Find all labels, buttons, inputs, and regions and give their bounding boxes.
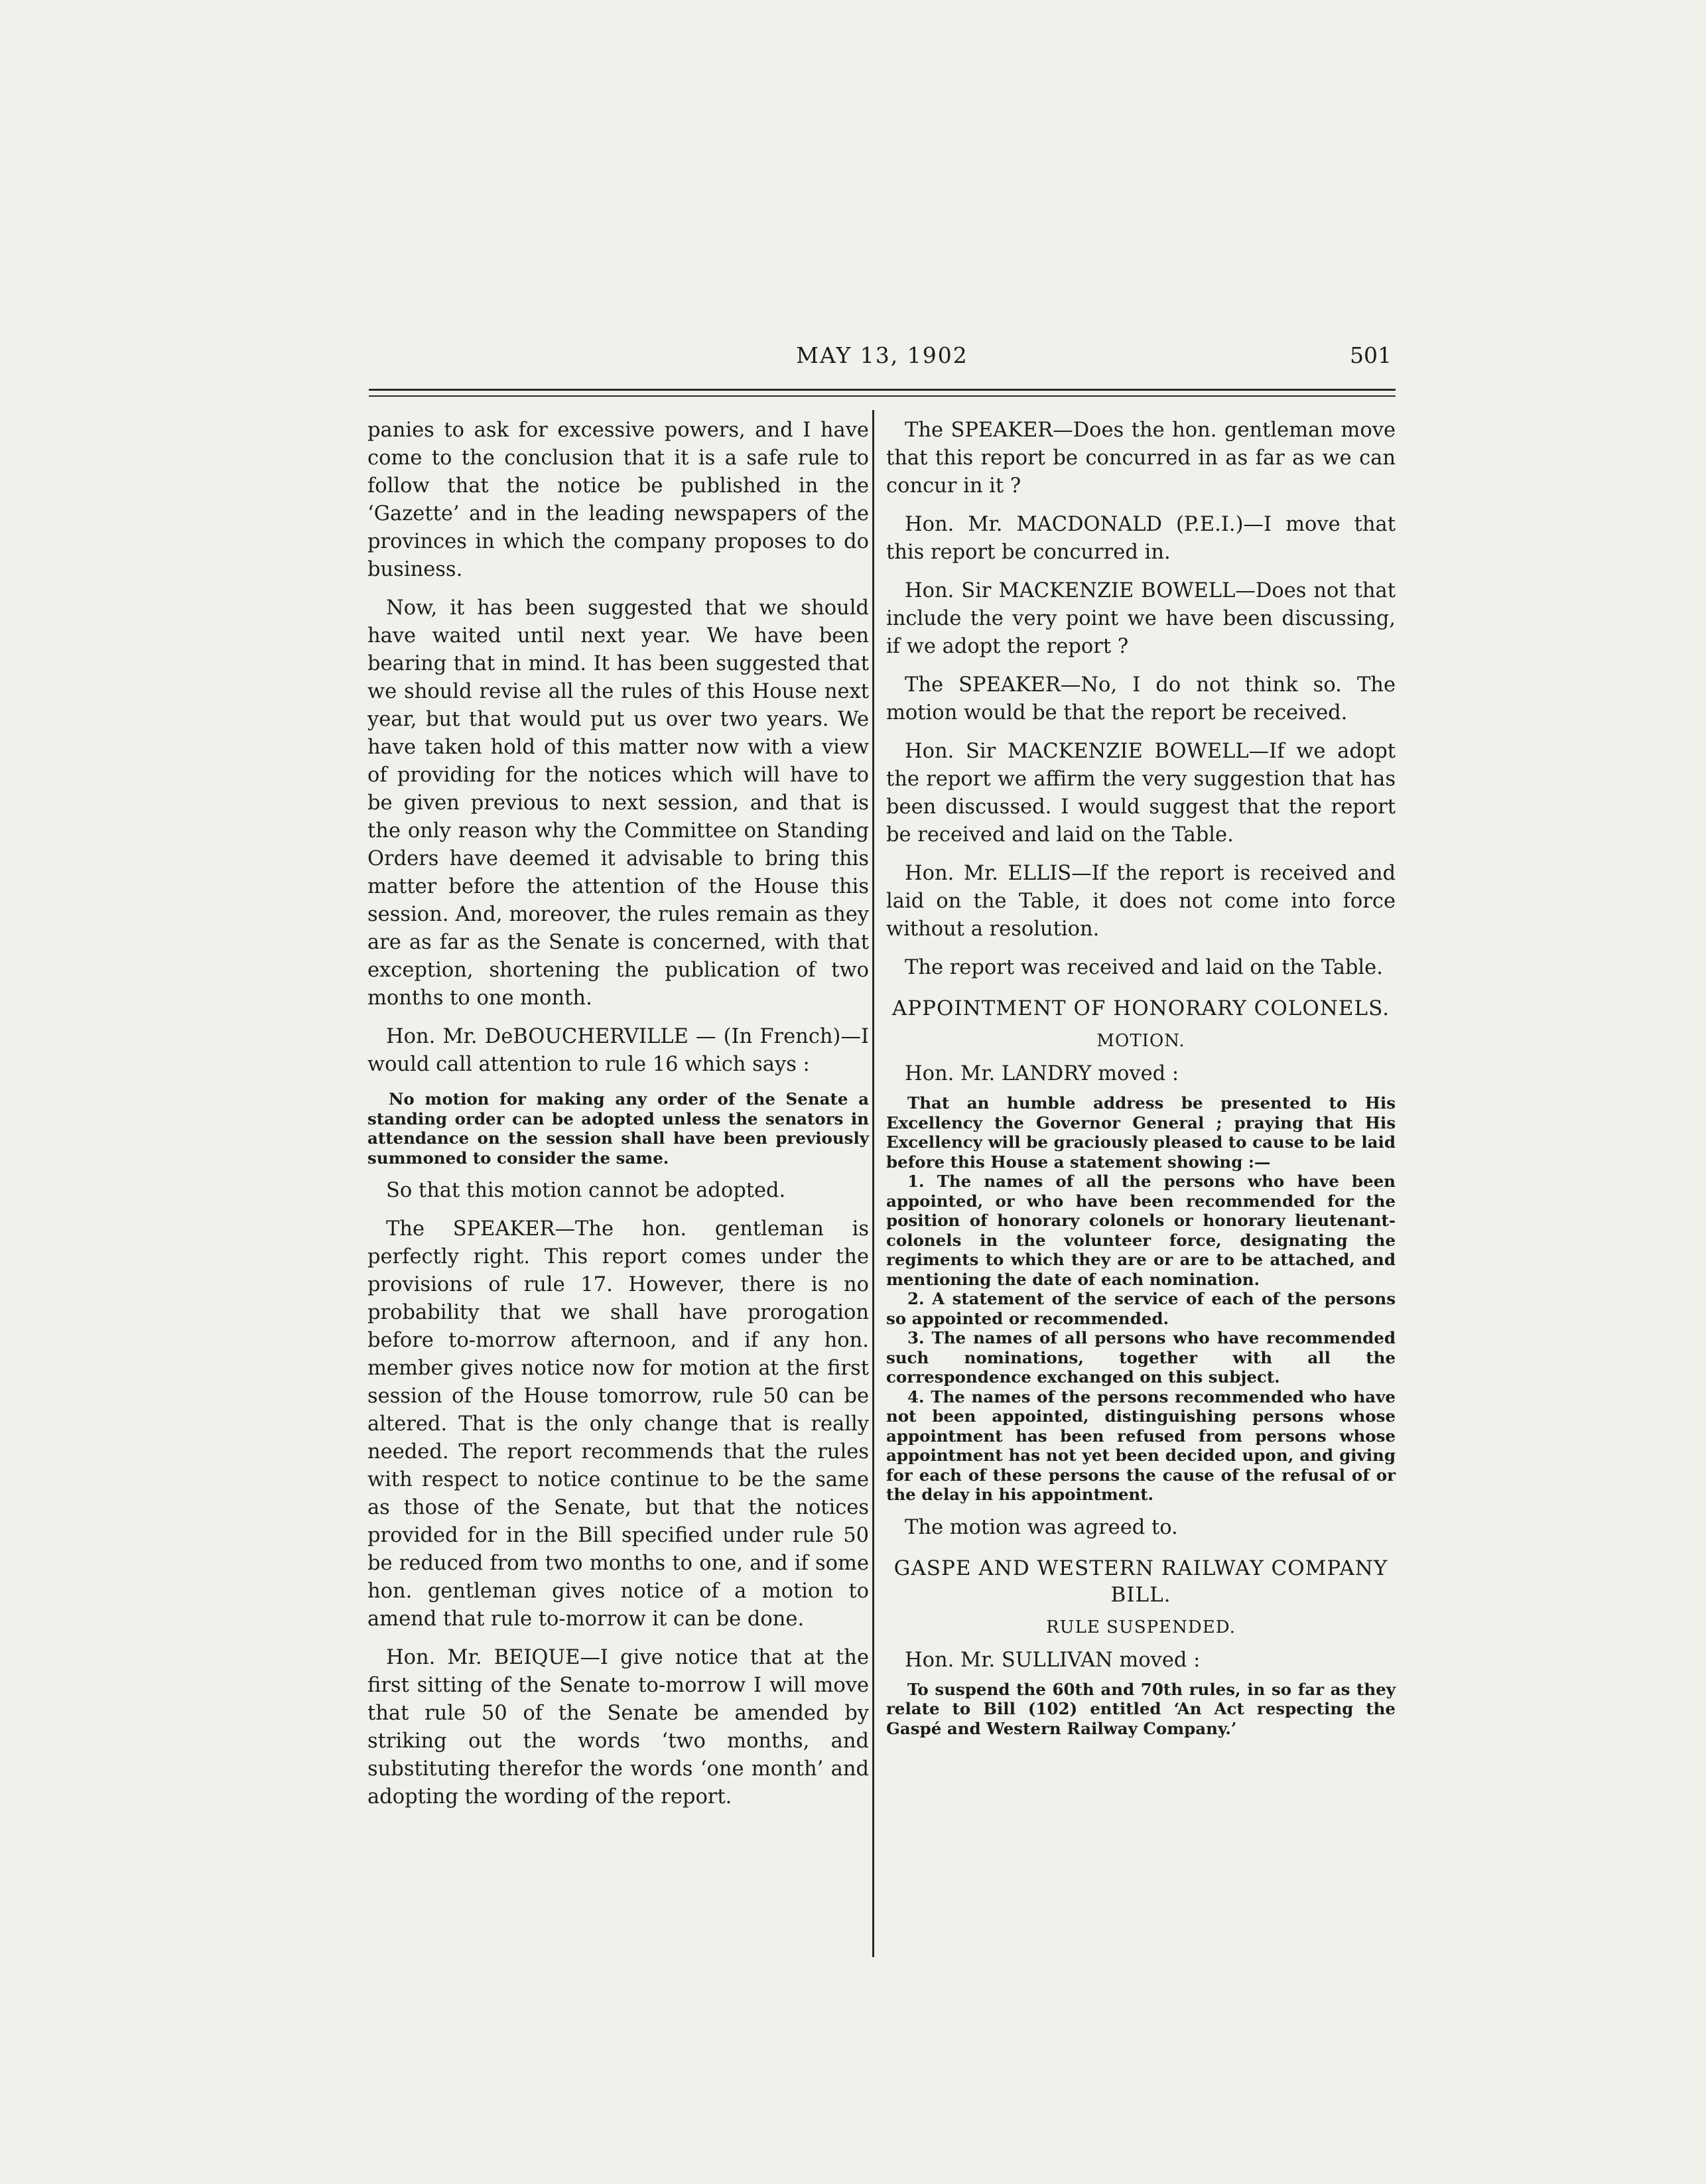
paragraph: Hon. Mr. MACDONALD (P.E.I.)—I move that this report be concurred in. — [886, 513, 1396, 564]
paragraph: The SPEAKER—The hon. gentleman is perfectly right. This report comes under the provisions of rule 17. However, there is no probability that we shall have prorogation before to-morrow afternoon, and if any hon. member gives notice now for motion at the first session of the House tomorrow, rule 50 can be altered. That is the only change that is really needed. The report recommends that the rules with respect to notice continue to be the same as those of the Senate, but that the notices provided for in the Bill specified under rule 50 be reduced from two months to one, and if some hon. gentleman gives notice of a motion to amend that rule to-morrow it can be done. — [367, 1217, 869, 1631]
section-subheading: MOTION. — [1096, 1031, 1185, 1051]
paragraph: The SPEAKER—No, I do not think so. The motion would be that the report be received. — [886, 673, 1396, 724]
section-heading: GASPE AND WESTERN RAILWAY COMPANY BILL. — [893, 1556, 1388, 1607]
motion-item: 2. A statement of the service of each of the persons so appointed or recommended. — [886, 1289, 1396, 1328]
paragraph: Now, it has been suggested that we should have waited until next year. We have been bearing that in mind. It has been suggested that we should revise all the rules of this House next year, but that would put us over two years. We have taken hold of this matter now with a view of providing for the notices which will have to be given previous to next session, and that is the only reason why the Committee on Standing Orders have deemed it advisable to bring this matter before the attention of the House this session. And, moreover, the rules remain as they are as far as the Senate is concerned, with that exception, shortening the publication of two months to one month. — [367, 596, 869, 1010]
paragraph: Hon. Mr. BEIQUE—I give notice that at the first sitting of the Senate to-morrow I will move that rule 50 of the Senate be amended by striking out the words ‘two months, and substituting therefor the words ‘one month’ and adopting the wording of the report. — [367, 1646, 869, 1809]
page-header — [369, 337, 1396, 377]
paragraph: The motion was agreed to. — [905, 1515, 1178, 1539]
quoted-rule: No motion for making any order of the Senate a standing order can be adopted unless the senators in attendance on the session shall have been previously summoned to consider the same. — [367, 1089, 869, 1168]
paragraph: Hon. Mr. ELLIS—If the report is received and laid on the Table, it does not come into force without a resolution. — [886, 862, 1396, 941]
motion-text: That an humble address be presented to His Excellency the Governor General ; praying that His Excellency will be graciously pleased to cause to be laid before this House a statement showing :— — [886, 1093, 1396, 1172]
motion-mover: Hon. Mr. SULLIVAN moved : — [905, 1648, 1201, 1672]
section-heading: APPOINTMENT OF HONORARY COLONELS. — [891, 996, 1390, 1020]
paragraph: Hon. Sir MACKENZIE BOWELL—If we adopt the report we affirm the very suggestion that has been discussed. I would suggest that the report be received and laid on the Table. — [886, 740, 1396, 847]
paragraph: So that this motion cannot be adopted. — [386, 1179, 786, 1202]
page-date: MAY 13, 1902 — [796, 342, 968, 368]
motion-item: 1. The names of all the persons who have been appointed, or who have been recommended for the position of honorary colonels or honorary lieutenant-colonels in the volunteer force, designating the regiments to which they are or are to be attached, and mentioning the date of each nomination. — [886, 1172, 1396, 1289]
paragraph: Hon. Sir MACKENZIE BOWELL—Does not that include the very point we have been discussing, if we adopt the report ? — [886, 579, 1396, 658]
column-divider — [872, 410, 874, 1957]
motion-text: To suspend the 60th and 70th rules, in so far as they relate to Bill (102) entitled ‘An Act respecting the Gaspé and Western Railway Company.’ — [886, 1679, 1396, 1738]
paragraph: panies to ask for excessive powers, and I have come to the conclusion that it is a safe rule to follow that the notice be published in the ‘Gazette’ and in the leading newspapers of the provinces in which the company proposes to do business. — [367, 419, 869, 581]
page-number: 501 — [1350, 342, 1392, 368]
header-rule-top — [369, 389, 1396, 391]
paragraph: Hon. Mr. DeBOUCHERVILLE — (In French)—I would call attention to rule 16 which says : — [367, 1025, 869, 1076]
paragraph: The report was received and laid on the Table. — [905, 956, 1383, 979]
section-subheading: RULE SUSPENDED. — [1046, 1617, 1236, 1637]
right-column — [886, 417, 1396, 1747]
motion-item: 4. The names of the persons recommended who have not been appointed, distinguishing persons whose appointment has been refused from persons whose appointment has not yet been decided upon, and giving for each of these persons the cause of the refusal of or the delay in his appointment. — [886, 1387, 1396, 1504]
paragraph: The SPEAKER—Does the hon. gentleman move that this report be concurred in as far as we can concur in it ? — [886, 419, 1396, 498]
left-column — [367, 417, 869, 1822]
header-rule-bottom — [369, 395, 1396, 397]
motion-item: 3. The names of all persons who have recommended such nominations, together with all the correspondence exchanged on this subject. — [886, 1328, 1396, 1387]
motion-mover: Hon. Mr. LANDRY moved : — [905, 1062, 1179, 1085]
